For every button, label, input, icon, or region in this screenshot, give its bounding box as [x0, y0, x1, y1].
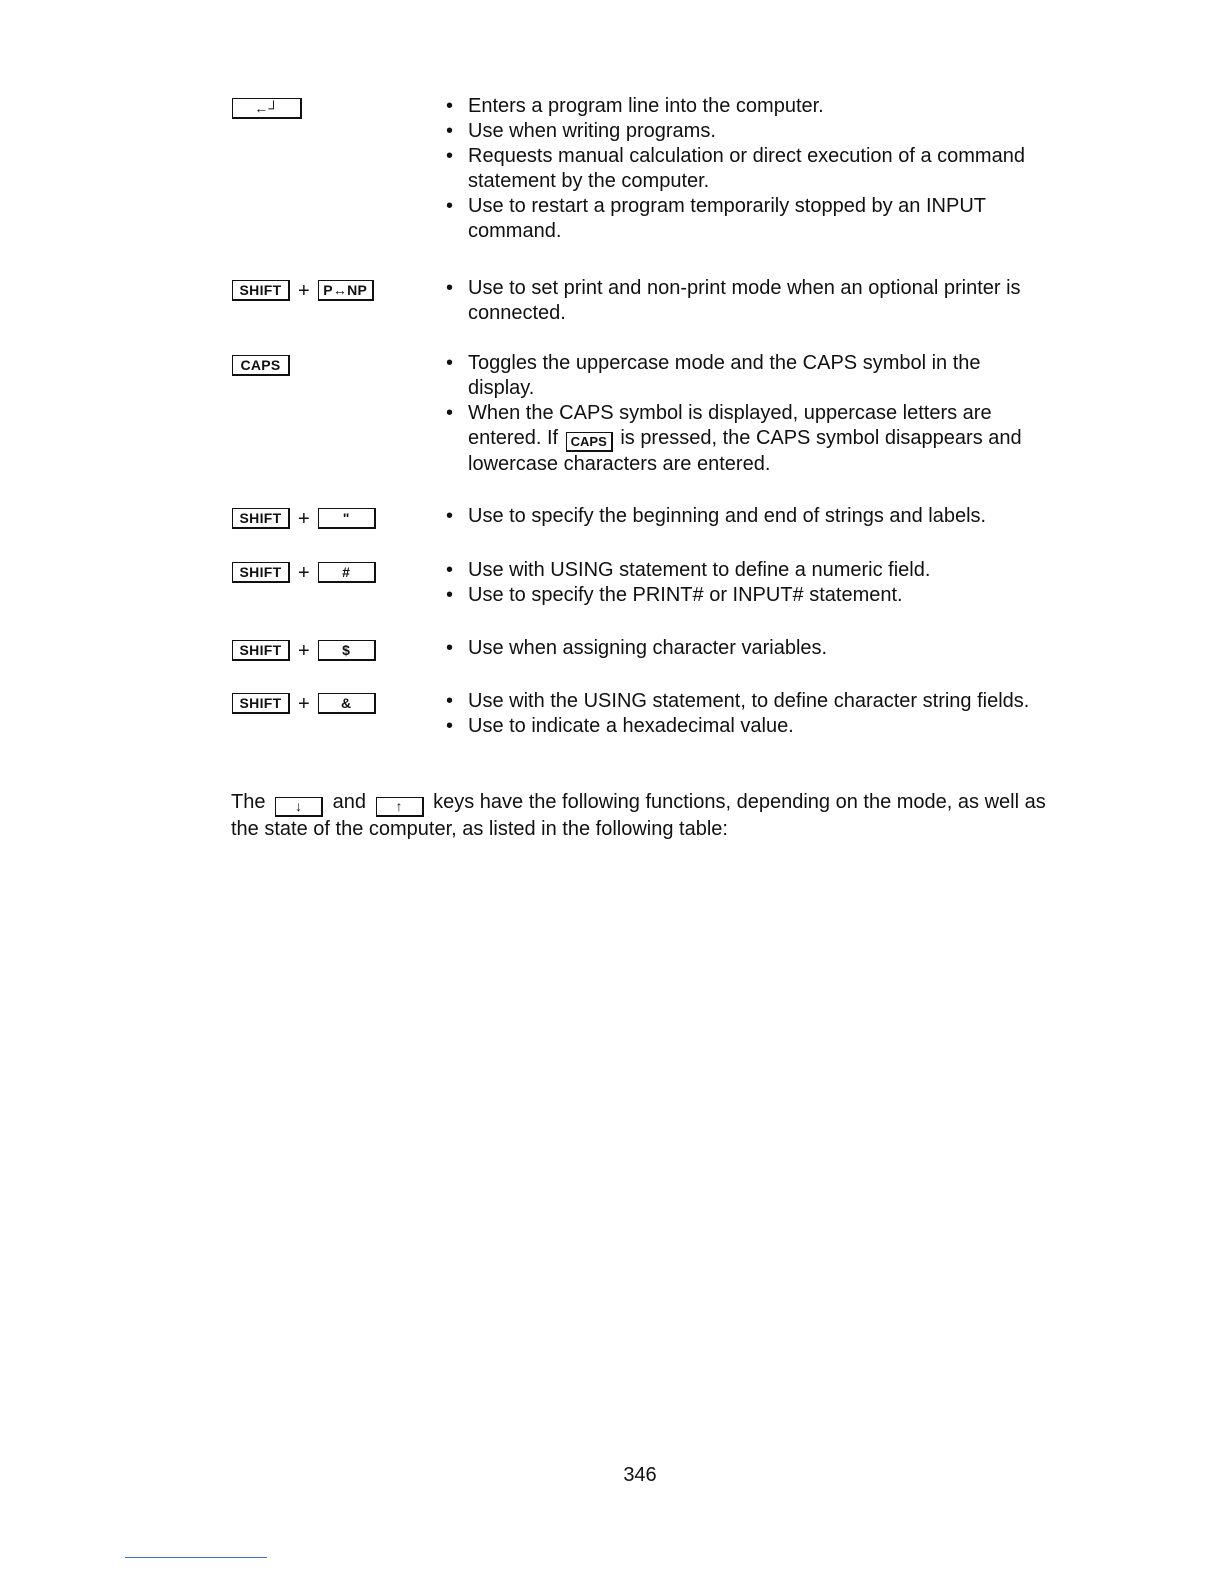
list-item	[446, 401, 1046, 477]
up-arrow-key-icon: ↑	[376, 797, 424, 817]
bullet-list	[446, 276, 1046, 326]
caps-key-icon: CAPS	[566, 432, 613, 452]
key-combo	[232, 562, 376, 583]
shift-key-icon: SHIFT	[232, 640, 290, 661]
quote-key-icon: "	[318, 508, 376, 529]
bullet-list	[446, 94, 1046, 244]
list-item: • Use to restart a program temporarily stopped by an INPUT command.	[446, 194, 1046, 244]
down-arrow-key-icon: ↓	[275, 797, 323, 817]
key-combo	[232, 693, 376, 714]
text-fragment: The	[231, 791, 266, 813]
text-fragment: When the CAPS symbol is displayed, uppercase letters are entered. If	[468, 402, 992, 449]
plus-sign: +	[298, 279, 310, 302]
list-item: • Use when assigning character variables.	[446, 636, 1046, 661]
list-item: • Use to specify the PRINT# or INPUT# statement.	[446, 583, 1046, 608]
shift-key-icon: SHIFT	[232, 508, 290, 529]
list-item: • Use to indicate a hexadecimal value.	[446, 714, 1046, 739]
enter-key-icon: ←┘	[232, 98, 302, 119]
list-item: • Requests manual calculation or direct execution of a command statement by the computer.	[446, 144, 1046, 194]
plus-sign: +	[298, 639, 310, 662]
bullet-list	[446, 689, 1046, 739]
hash-key-icon: #	[318, 562, 376, 583]
text-fragment: keys have the following functions, depending on the mode, as well as the state of the computer, as listed in the following table:	[231, 791, 1046, 840]
key-combo	[232, 280, 374, 301]
list-item: • Use to specify the beginning and end of strings and labels.	[446, 504, 1046, 529]
list-item: • Use when writing programs.	[446, 119, 1046, 144]
list-item: • Use with USING statement to define a numeric field.	[446, 558, 1046, 583]
list-item: • Enters a program line into the computer.	[446, 94, 1046, 119]
list-item: • Use to set print and non-print mode when an optional printer is connected.	[446, 276, 1046, 326]
key-combo	[232, 508, 376, 529]
shift-key-icon: SHIFT	[232, 562, 290, 583]
shift-key-icon: SHIFT	[232, 693, 290, 714]
shift-key-icon: SHIFT	[232, 280, 290, 301]
bullet-list	[446, 504, 1046, 529]
list-item: • Toggles the uppercase mode and the CAPS symbol in the display.	[446, 351, 1046, 401]
plus-sign: +	[298, 561, 310, 584]
bullet-list	[446, 636, 1046, 661]
key-combo	[232, 640, 376, 661]
plus-sign: +	[298, 507, 310, 530]
key-combo	[232, 98, 302, 119]
text-fragment: is pressed, the CAPS symbol disappears and lowercase characters are entered.	[468, 427, 1022, 475]
pnp-key-icon: P↔NP	[318, 280, 374, 301]
key-combo	[232, 355, 290, 376]
page-number: 346	[623, 1464, 657, 1486]
footer-rule	[125, 1557, 267, 1558]
ampersand-key-icon: &	[318, 693, 376, 714]
text-fragment: and	[332, 791, 366, 813]
list-item: • Use with the USING statement, to define character string fields.	[446, 689, 1046, 714]
bullet-list	[446, 351, 1046, 477]
caps-key-icon: CAPS	[232, 355, 290, 376]
plus-sign: +	[298, 692, 310, 715]
bullet-list	[446, 558, 1046, 608]
closing-paragraph	[231, 790, 1051, 842]
dollar-key-icon: $	[318, 640, 376, 661]
